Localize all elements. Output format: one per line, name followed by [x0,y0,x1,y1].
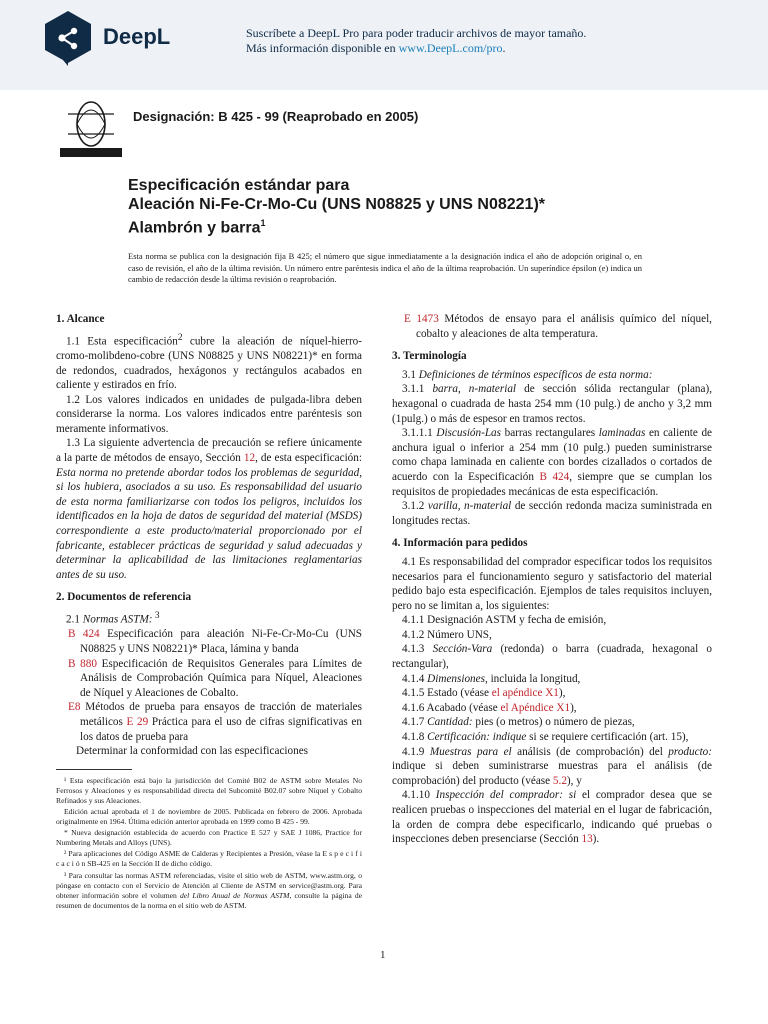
para-4-1-4 [392,672,712,687]
para-text: 1.1 Esta especificación [66,335,178,348]
right-column [392,312,712,847]
para-italic: Muestras para el [429,745,512,758]
footnote-text: ³ Para consultar las normas ASTM referenciadas, visite el sitio web de ASTM, www.astm.org, o póngase en contacto con el Servicio de Atención al Cliente de ASTM en service@astm.org. Para obtener información sobre el volumen [56,870,362,900]
section-13-link[interactable]: 13 [581,833,593,846]
ref-text: Especificación para aleación Ni-Fe-Cr-Mo-Cu (UNS N08825 y UNS N08221)* Placa, lámina y banda [80,628,362,655]
para-1-3 [56,436,362,582]
section-heading-3: 3. Terminología [392,350,467,363]
ref-text: Práctica para el uso de cifras significativas en los datos de prueba para [80,715,362,743]
ref-e1473 [404,312,712,341]
para-text: ). [592,833,600,846]
para-text: 3.1.1 [402,383,433,396]
footnote-mark: 2 [177,332,183,343]
para-italic: varilla, n-material [427,500,512,513]
para-4-1-1: 4.1.1 Designación ASTM y fecha de emisión, [402,614,607,627]
para-4-1: 4.1 Es responsabilidad del comprador especificar todos los requisitos necesarios para el funcionamiento seguro y satisfactorio del material pedido bajo esta especificación. Ejemplos de tales requisitos incluyen, pero no se limitan a, los siguientes: [392,555,712,612]
para-2-1 [56,609,362,627]
para-text: 4.1.10 [402,789,436,802]
para-text: 4.1.7 [402,716,428,729]
ref-link-b424[interactable]: B 424 [539,470,570,483]
para-text: el comprador desea que se realicen pruebas o inspecciones del material en el lugar de fabricación, la orden de compra debe especificarlo, indicando qué pruebas o inspecciones deben presenciarse (Sección [392,789,712,846]
title-line-3-text: Alambrón y barra [128,219,261,237]
footnote-1b: Edición actual aprobada el 1 de noviembre de 2005. Publicada en febrero de 2006. Aprobada originalmente en 1964. Última edición anterior aprobada en 1999 como B 425 - 99. [56,806,362,827]
title-line-1: Especificación estándar para [128,177,350,194]
para-text: 4.1.3 [402,643,433,656]
para-italic: Sección-Vara [432,643,493,656]
para-text: ), [570,701,577,714]
ref-text: Métodos de ensayo para el análisis químico del níquel, cobalto y aleaciones de alta temperatura. [416,313,712,340]
para-text: cubre la aleación de níquel-hierro-cromo-molibdeno-cobre (UNS N08825 y UNS N08221)* en forma de redondos, cuadrados, hexágonos y rectángulos acabados en caliente y estirados en frío. [56,335,362,392]
deepl-pro-link[interactable]: www.DeepL.com/pro [398,41,503,55]
ref-text: Especificación de Requisitos Generales para Límites de Análisis de Comprobación Química para Níquel, Aleaciones de Níquel y Aleaciones de Cobalto. [80,657,362,699]
para-4-1-6 [392,701,712,716]
para-text: 4.1.9 [402,745,430,758]
section-heading-2: 2. Documentos de referencia [56,591,192,604]
appendix-x1-link[interactable]: el Apéndice X1 [500,701,571,714]
designation: Designación: B 425 - 99 (Reaprobado en 2005) [133,109,419,124]
para-text: 1.3 La siguiente advertencia de precaución se refiere únicamente a la parte de métodos de ensayo, Sección [56,437,362,465]
section-heading-4: 4. Información para pedidos [392,537,528,550]
ref-e29-cont: Determinar la conformidad con las especificaciones [76,745,309,758]
para-text: 3.1.1.1 [402,427,437,440]
para-text: barras rectangulares [501,427,599,440]
page-number: 1 [380,949,386,961]
para-italic: Certificación: indique [427,731,527,744]
page-title [128,176,545,237]
para-text: 2.1 [66,613,83,626]
para-text: (redonda) o barra (cuadrada, hexagonal o rectangular), [392,643,713,671]
para-italic: Normas ASTM: [82,613,153,626]
ref-b880 [68,657,362,701]
para-text: 3.1 [402,368,419,381]
para-italic: Inspección del comprador: si [435,789,577,802]
para-text: ), [558,687,566,700]
title-line-3 [128,214,545,237]
banner-suffix: . [502,41,506,55]
para-text: , de esta especificación: [255,452,362,465]
banner-line-1: Suscríbete a DeepL Pro para poder traducir archivos de mayor tamaño. [246,26,587,40]
para-italic: Dimensiones [427,672,485,685]
para-text: 4.1.6 Acabado (véase [402,701,501,714]
para-4-1-3 [392,642,712,671]
ref-text: Métodos de prueba para ensayos de tracción de materiales metálicos [80,701,362,728]
para-4-1-7 [392,715,712,730]
banner-prefix: Más información disponible en [246,41,399,55]
ref-link-e8[interactable]: E8 [68,701,81,714]
para-4-1-8 [392,730,712,745]
title-line-2: Aleación Ni-Fe-Cr-Mo-Cu (UNS N08825 y UNS N08221)* [128,196,545,213]
ref-link-e1473[interactable]: E 1473 [404,313,439,325]
footnote-mark: 3 [152,611,160,622]
footnote-star: * Nueva designación establecida de acuerdo con Practice E 527 y SAE J 1086, Practice for Numbering Metals and Alloys (UNS). [56,828,362,848]
para-italic: Definiciones de términos específicos de esta norma: [418,368,653,381]
para-italic: producto: [668,745,713,758]
banner-message [246,26,586,56]
para-text: pies (o metros) o número de piezas, [472,716,635,729]
para-text: , incluida la longitud, [484,672,581,685]
para-text: 4.1.8 [402,731,428,744]
para-4-1-5 [392,686,712,701]
para-text: de sección sólida rectangular (plana), hexagonal o cuadrada de hasta 254 mm (10 pulg.) de ancho y 3,2 mm (1pulg.) o más de espesor en tramos rectos. [392,383,713,425]
section-heading-1: 1. Alcance [56,313,105,325]
para-italic: Discusión-Las [436,427,502,440]
para-3-1 [392,368,712,383]
para-text: en caliente de anchura igual o inferior a 254 mm (10 pulg.) pueden suministrarse como chapa laminada en caliente con bordes cizallados o cortados de acuerdo con la Especificación [392,427,713,483]
ref-link-e29[interactable]: E 29 [126,715,149,728]
footnote-italic: del Libro Anual de Normas ASTM [179,890,290,900]
para-1-1 [56,331,362,393]
para-4-1-9 [392,745,712,789]
left-column [56,312,362,912]
footnotes [56,776,362,911]
para-italic: barra, n-material [432,383,517,396]
para-text: 4.1.5 Estado (véase [402,687,492,700]
footnote-2: ² Para aplicaciones del Código ASME de Calderas y Recipientes a Presión, véase la E s p e c i f i c a c i ó n SB-425 en la Sección II de dicho código. [56,849,362,869]
ref-link-b880[interactable]: B 880 [68,657,97,670]
footnote-rule [56,769,132,770]
para-text: 3.1.2 [402,500,428,513]
para-1-2: 1.2 Los valores indicados en unidades de pulgada-libra deben considerarse la norma. Los valores indicados entre paréntesis son meramente informativos. [56,393,362,435]
section-5-2-link[interactable]: 5.2 [552,774,567,787]
appendix-x1-link[interactable]: el apéndice X1 [491,687,559,700]
para-text: si se requiere certificación (art. 15), [526,731,689,744]
ref-e8 [68,700,362,744]
para-text: de sección redonda maciza suministrada en longitudes rectas. [392,500,713,527]
para-3-1-2 [392,499,712,528]
footnote-1: ¹ Esta especificación está bajo la jurisdicción del Comité B02 de ASTM sobre Metales No Ferrosos y Aleaciones y es responsabilidad directa del Subcomité B02.07 sobre Níquel y Cobalto Refinados y sus Aleaciones. [56,775,362,805]
para-text: ), y [566,774,582,787]
ref-link-b424[interactable]: B 424 [68,628,100,641]
para-3-1-1-1 [392,426,712,499]
banner-line-2 [246,41,586,56]
astm-international-logo [60,100,122,158]
footnote-mark: 1 [260,218,266,228]
deepl-logo-text: DeepL [103,24,171,49]
para-italic: laminadas [598,427,646,440]
para-italic: Cantidad: [427,716,473,729]
para-4-1-2: 4.1.2 Número UNS, [402,628,492,641]
para-text: indique si deben suministrarse muestras para el análisis (de comprobación) del producto (véase [392,760,712,787]
safety-caveat: Esta norma no pretende abordar todos los problemas de seguridad, si los hubiera, asociados a su uso. Es responsabilidad del usuario de esta norma familiarizarse con todos los peligros, incluidos los identificados en la hoja de datos de seguridad del material (MSDS) correspondiente a este producto/material proporcionado por el fabricante, establecer prácticas de seguridad y salud adecuadas y determinar la aplicabilidad de las limitaciones reglamentarias antes de su uso. [56,466,362,581]
section-12-link[interactable]: 12 [243,452,256,465]
para-text: análisis (de comprobación) del [511,745,669,758]
para-text: , siempre que se cumplan los requisitos de propiedades mecánicas de esta especificación. [392,470,712,498]
deepl-logo-icon[interactable] [43,10,93,66]
footnote-3 [56,871,362,911]
para-text: 4.1.4 [402,672,428,685]
ref-b424 [68,627,362,656]
footnote-text: , consulte la página de resumen de documentos de la norma en el sitio web de ASTM. [56,890,362,910]
standard-notice: Esta norma se publica con la designación fija B 425; el número que sigue inmediatamente a la designación indica el año de adopción original o, en caso de revisión, el año de la última revisión. Un número entre paréntesis indica el año de la última reaprobación. Un superíndice épsilon (e) indica un cambio de redacción desde la última revisión o reaprobación. [128,251,642,284]
deepl-banner [0,0,768,90]
para-3-1-1 [392,382,712,426]
para-4-1-10 [392,788,712,846]
